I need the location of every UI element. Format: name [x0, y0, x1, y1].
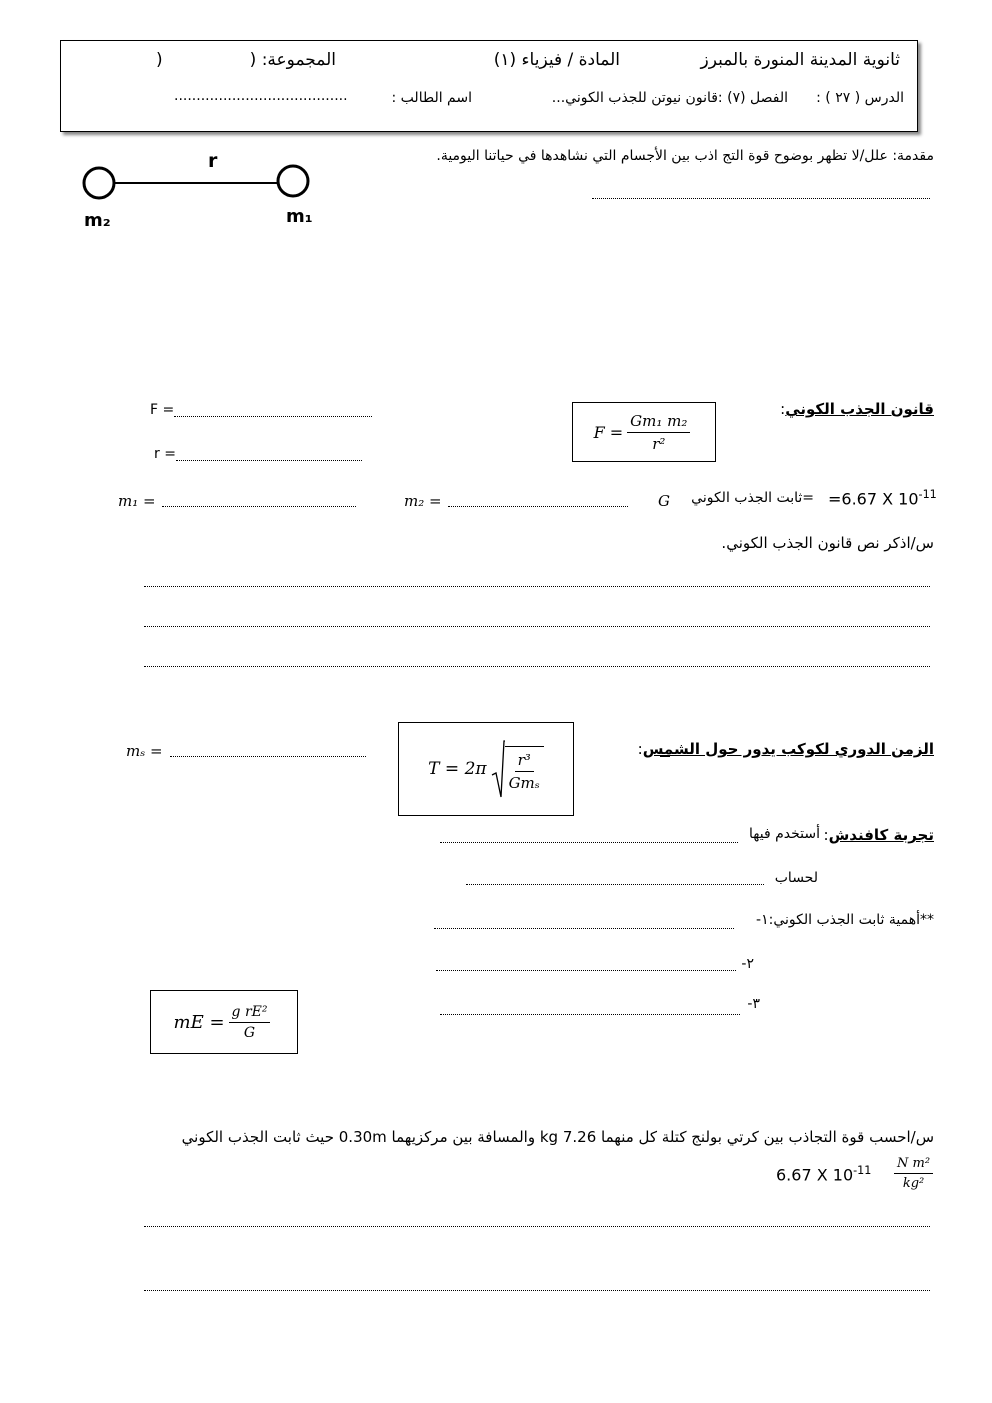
force-label: F =	[150, 402, 175, 418]
period-title-colon: :	[637, 740, 643, 758]
period-title-dash	[660, 756, 670, 757]
importance-answer-line-1[interactable]	[434, 928, 734, 929]
group-close: )	[156, 50, 163, 70]
chapter-label: الفصل (٧) :قانون نيوتن للجذب الكوني...	[551, 90, 788, 106]
question1-answer-line-2[interactable]	[144, 626, 930, 627]
mass-m2-circle	[84, 168, 114, 198]
sun-mass-answer-line[interactable]	[170, 756, 366, 757]
g-symbol: G	[658, 492, 670, 510]
m1-answer-line[interactable]	[162, 506, 356, 507]
question1-text: س/اذكر نص قانون الجذب الكوني.	[721, 534, 934, 552]
law-title-colon: :	[780, 400, 786, 418]
period-formula-denominator: Gmₛ	[508, 774, 540, 792]
period-formula-box	[398, 722, 574, 816]
question2-text: س/احسب قوة التجاذب بين كرتي بولنج كتلة كل منهما 7.26 kg والمسافة بين مركزيهما 0.30m حيث ثابت الجذب الكوني	[181, 1128, 934, 1146]
g-description: =ثابت الجذب الكوني	[691, 490, 814, 506]
question2-answer-line-1[interactable]	[144, 1226, 930, 1227]
earth-mass-numerator: g rE²	[229, 1004, 271, 1023]
diagram-m2-label: m₂	[84, 210, 111, 231]
law-formula-denominator: r²	[652, 434, 666, 453]
distance-label: r =	[154, 446, 176, 462]
question2-unit-numerator: N m²	[894, 1156, 933, 1174]
mass-m1-circle	[278, 166, 308, 196]
importance-item-1: **أهمية ثابت الجذب الكوني:١-	[756, 912, 934, 928]
intro-answer-line[interactable]	[592, 198, 930, 199]
m1-label: m₁ =	[118, 492, 156, 510]
g-value	[828, 488, 937, 508]
subject-label: المادة / فيزياء (١)	[493, 50, 620, 70]
sun-mass-label: mₛ =	[126, 742, 163, 760]
distance-answer-line[interactable]	[176, 460, 362, 461]
importance-answer-line-2[interactable]	[436, 970, 736, 971]
sqrt-sign-icon	[491, 739, 505, 799]
importance-item-3: ٣-	[747, 996, 760, 1012]
question2-answer-line-2[interactable]	[144, 1290, 930, 1291]
group-label: المجموعة: (	[249, 50, 336, 70]
g-value-exponent: -11	[918, 488, 937, 501]
cavendish-calc-label: لحساب	[774, 870, 818, 886]
law-formula-numerator: Gm₁ m₂	[627, 412, 690, 433]
cavendish-calc-answer-line[interactable]	[466, 884, 764, 885]
period-title-text: الزمن الدوري لكوكب يدور حول الشمس	[642, 740, 934, 758]
m2-answer-line[interactable]	[448, 506, 628, 507]
diagram-m1-label: m₁	[286, 206, 313, 227]
question2-unit-denominator: kg²	[902, 1176, 925, 1191]
question2-constant-exponent: -11	[853, 1164, 872, 1177]
diagram-r-label: r	[208, 150, 218, 172]
intro-question: مقدمة: علل/لا تظهر بوضوح قوة التج اذب بين الأجسام التي نشاهدها في حياتنا اليومية.	[436, 148, 934, 164]
m2-label: m₂ =	[404, 492, 442, 510]
earth-mass-formula-box	[150, 990, 298, 1054]
law-formula-lhs: F =	[593, 422, 624, 442]
question1-answer-line-3[interactable]	[144, 666, 930, 667]
lesson-label: الدرس ( ٢٧ ) :	[816, 90, 904, 106]
law-title-text: قانون الجذب الكوني	[785, 400, 934, 418]
question2-constant	[776, 1164, 871, 1184]
student-name-label: اسم الطالب :	[391, 90, 472, 106]
importance-answer-line-3[interactable]	[440, 1014, 740, 1015]
cavendish-used-label: أستخدم فيها	[749, 826, 820, 842]
importance-item-2: ٢-	[741, 956, 754, 972]
period-formula-lhs: T = 2π	[428, 759, 487, 779]
earth-mass-denominator: G	[243, 1024, 256, 1041]
force-answer-line[interactable]	[174, 416, 372, 417]
student-name-field[interactable]: .......................................	[174, 88, 348, 104]
question2-constant-main: 6.67 X 10	[776, 1165, 854, 1185]
question1-answer-line-1[interactable]	[144, 586, 930, 587]
law-formula-box	[572, 402, 716, 462]
law-title	[780, 400, 934, 418]
period-formula-numerator: r³	[515, 751, 534, 772]
question2-unit	[894, 1156, 933, 1191]
earth-mass-lhs: mE =	[173, 1011, 225, 1033]
cavendish-used-answer-line[interactable]	[440, 842, 738, 843]
cavendish-title-text: تجربة كافندش	[828, 826, 934, 844]
cavendish-title	[824, 826, 934, 844]
period-title	[638, 740, 934, 758]
school-name: ثانوية المدينة المنورة بالمبرز	[700, 50, 900, 70]
g-value-main: =6.67 X 10	[828, 489, 919, 509]
cavendish-title-colon: :	[823, 826, 829, 844]
